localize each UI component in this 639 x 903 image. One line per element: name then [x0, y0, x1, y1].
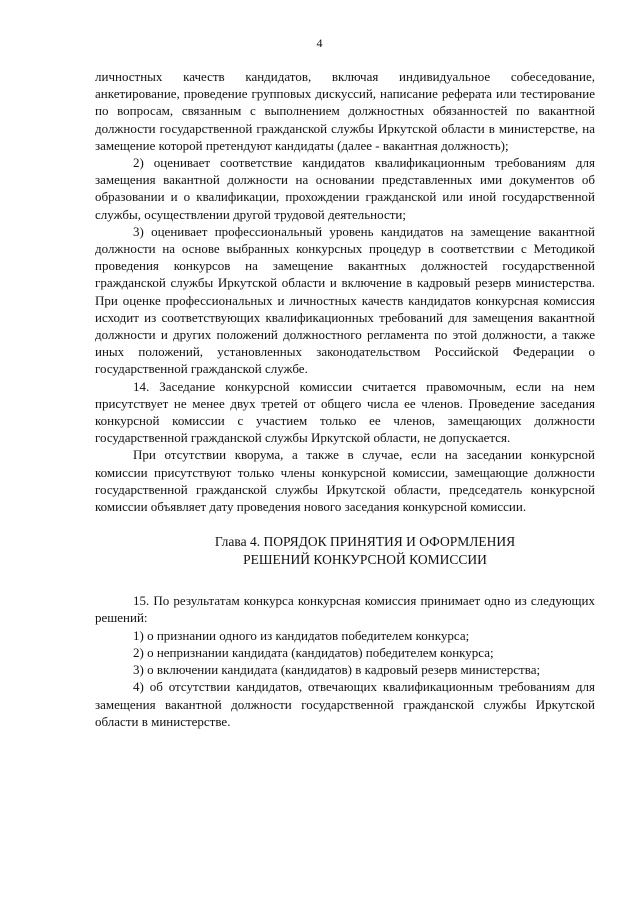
- decision-item-1: 1) о признании одного из кандидатов победителем конкурса;: [133, 627, 470, 643]
- page-number: 4: [316, 36, 323, 50]
- paragraph-quorum: При отсутствии кворума, а также в случае, если на заседании конкурсной комиссии присутствуют только члены конкурсной комиссии, замещающие должности государственной гражданской службы Иркутской области, председатель конкурсной комиссии объявляет дату проведения нового заседания конкурсной комиссии.: [95, 447, 595, 515]
- decision-item-4: 4) об отсутствии кандидатов, отвечающих квалификационным требованиям для замещения вакантной должности государственной гражданской службы Иркутской области в министерстве.: [95, 679, 595, 729]
- paragraph-item-2: 2) оценивает соответствие кандидатов квалификационным требованиям для замещения вакантной должности на основании представленных ими документов об образовании и о квалификации, прохождении гражданской или иной государственной службы, осуществлении другой трудовой деятельности;: [95, 155, 595, 222]
- decision-item-2: 2) о непризнании кандидата (кандидатов) победителем конкурса;: [133, 644, 494, 660]
- paragraph-item-3: 3) оценивает профессиональный уровень кандидатов на замещение вакантной должности на основе выбранных конкурсных процедур в соответствии с Методикой проведения конкурсов на замещение вакантных должностей государственной гражданской службы Иркутской области и включение в кадровый резерв министерства. При оценке профессиональных и личностных качеств кандидатов конкурсная комиссия исходит из соответствующих квалификационных требований для замещения вакантной должности и других положений должностного регламента по этой должности, а также иных положений, установленных законодательством Российской Федерации о государственной гражданской службе.: [95, 223, 595, 377]
- paragraph-clause-14: 14. Заседание конкурсной комиссии считается правомочным, если на нем присутствует не менее двух третей от общего числа ее членов. Проведение заседания конкурсной комиссии с участием только ее членов, замещающих должности государственной гражданской службы Иркутской области, не допускается.: [95, 378, 595, 446]
- chapter-heading-line-2: РЕШЕНИЙ КОНКУРСНОЙ КОМИССИИ: [243, 551, 487, 567]
- paragraph-clause-15: 15. По результатам конкурса конкурсная комиссия принимает одно из следующих решений:: [95, 593, 595, 626]
- paragraph-continuation: личностных качеств кандидатов, включая индивидуальное собеседование, анкетирование, проведение групповых дискуссий, написание реферата или тестирование по вопросам, связанным с выполнением должностных обязанностей по вакантной должности государственной гражданской службы Иркутской области в министерстве, на замещение которой претендуют кандидаты (далее - вакантная должность);: [95, 69, 595, 153]
- document-body: [95, 68, 595, 730]
- chapter-heading-line-1: Глава 4. ПОРЯДОК ПРИНЯТИЯ И ОФОРМЛЕНИЯ: [214, 534, 516, 550]
- chapter-heading: [95, 533, 595, 568]
- decision-item-3: 3) о включении кандидата (кандидатов) в кадровый резерв министерства;: [133, 662, 541, 678]
